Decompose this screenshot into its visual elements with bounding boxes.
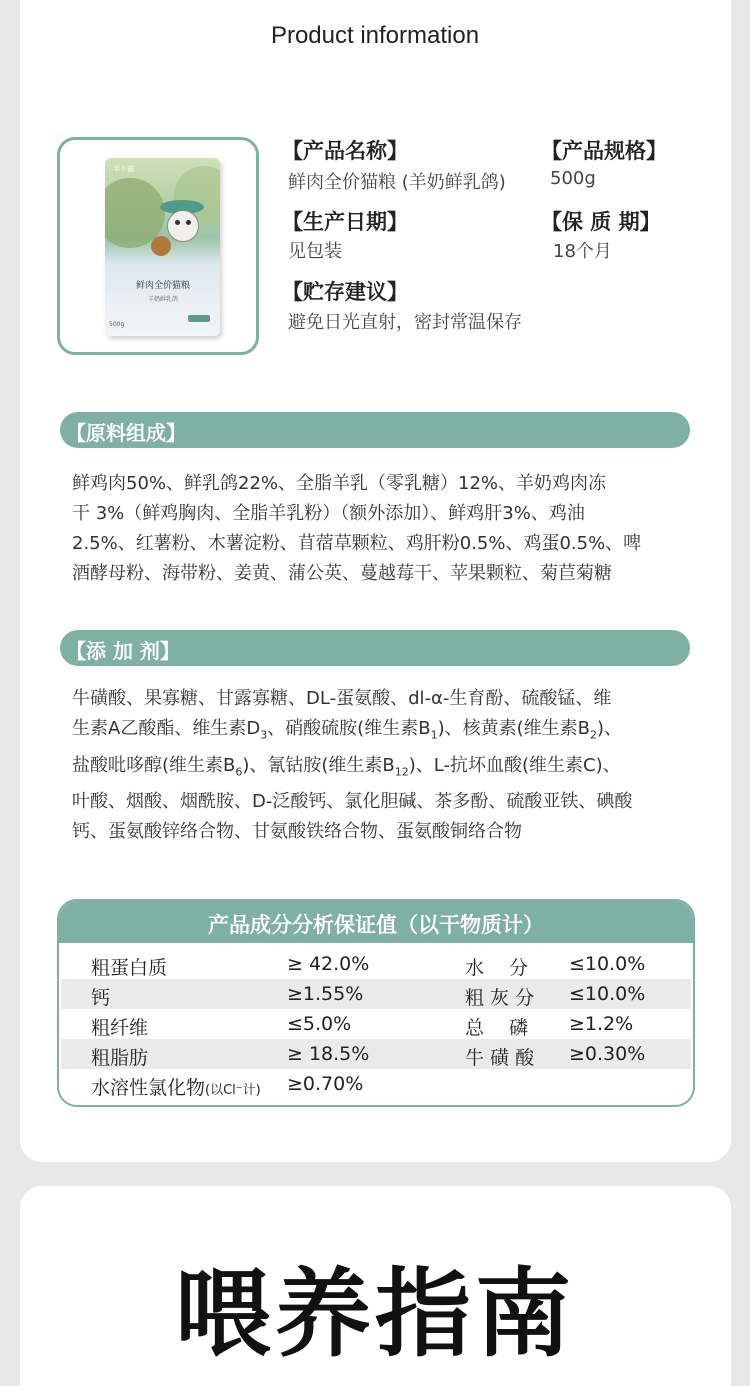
storage-value: 避免日光直射，密封常温保存 [288, 312, 522, 333]
table-row [61, 979, 691, 1009]
nutrient-value: ≥0.30% [569, 1043, 646, 1065]
nutrient-name: 粗 灰 分 [465, 987, 535, 1009]
product-spec-label: 【产品规格】 [541, 139, 667, 163]
ingredients-text [72, 469, 687, 589]
nutrient-name: 牛 磺 酸 [465, 1047, 535, 1069]
nutrient-name: 粗脂肪 [91, 1047, 149, 1069]
bag-weight: 500g [109, 321, 125, 328]
additives-line: 牛磺酸、果寡糖、甘露寡糖、DL-蛋氨酸、dl-α-生育酚、硫酸锰、维 [72, 688, 612, 709]
ingredients-line: 干 3%（鲜鸡胸肉、全脂羊乳粉）（额外添加）、鲜鸡肝3%、鸡油 [72, 503, 585, 524]
bag-brand: 半小猫 [113, 165, 134, 173]
basket-illustration [151, 236, 171, 256]
nutrient-name: 水 分 [465, 957, 529, 979]
additives-header-label: 【添 加 剂】 [66, 639, 180, 663]
additives-line: 叶酸、烟酸、烟酰胺、D-泛酸钙、氯化胆碱、茶多酚、硫酸亚铁、碘酸 [72, 791, 633, 813]
cat-illustration [167, 210, 199, 242]
product-spec-value: 500g [550, 168, 596, 189]
nutrient-name: 总 磷 [465, 1017, 529, 1039]
nutrient-name: 粗蛋白质 [91, 957, 168, 979]
analysis-table-header [59, 901, 693, 943]
bag-subtitle: 羊奶鲜乳鸽 [147, 296, 178, 303]
additives-text [72, 684, 687, 847]
product-image-frame [57, 137, 259, 355]
ingredients-line: 2.5%、红薯粉、木薯淀粉、苜蓿草颗粒、鸡肝粉0.5%、鸡蛋0.5%、啤 [72, 533, 642, 554]
additives-line: 盐酸吡哆醇(维生素$B_6$)、氰钴胺(维生素$B_{12}$)、L-抗坏血酸(维生素C)、 [72, 754, 621, 779]
nutrient-value: ≤10.0% [569, 953, 646, 975]
analysis-table [57, 899, 695, 1107]
nutrient-value: ≥ 42.0% [287, 953, 370, 975]
nutrient-name: 水溶性氯化物(以Cl⁻计) [91, 1077, 261, 1099]
bag-logo [188, 315, 210, 322]
analysis-table-title: 产品成分分析保证值（以干物质计） [208, 913, 544, 937]
nutrient-value: ≥ 18.5% [287, 1043, 370, 1065]
table-row [61, 1039, 691, 1069]
nutrient-value: ≥0.70% [287, 1073, 364, 1095]
product-name-value: 鲜肉全价猫粮 (羊奶鲜乳鸽) [288, 172, 506, 193]
shelf-life-value: 18个月 [553, 241, 612, 262]
page-title: Product information [270, 22, 480, 49]
nutrient-value: ≤5.0% [287, 1013, 352, 1035]
table-row [61, 1009, 691, 1039]
cat-eye [175, 220, 180, 225]
storage-label: 【贮存建议】 [282, 280, 408, 304]
nutrient-name: 钙 [91, 987, 111, 1009]
additives-header [60, 630, 690, 666]
additives-line: 钙、蛋氨酸锌络合物、甘氨酸铁络合物、蛋氨酸铜络合物 [72, 821, 522, 843]
production-date-label: 【生产日期】 [282, 210, 408, 234]
ingredients-header-label: 【原料组成】 [66, 421, 186, 445]
product-bag-image [105, 158, 220, 336]
bag-title: 鲜肉全价猫粮 [135, 281, 190, 291]
ingredients-line: 酒酵母粉、海带粉、姜黄、蒲公英、蔓越莓干、苹果颗粒、菊苣菊糖 [72, 563, 612, 584]
nutrient-value: ≥1.2% [569, 1013, 634, 1035]
ingredients-line: 鲜鸡肉50%、鲜乳鸽22%、全脂羊乳（零乳糖）12%、羊奶鸡肉冻 [72, 473, 607, 494]
additives-line: 生素A乙酸酯、维生素$D_3$、硝酸硫胺(维生素$B_1$)、核黄素(维生素$B_2$)、 [72, 718, 622, 742]
nutrient-value: ≤10.0% [569, 983, 646, 1005]
table-row [61, 949, 691, 979]
table-row [61, 1069, 691, 1099]
shelf-life-label: 【保 质 期】 [541, 210, 661, 234]
nutrient-name: 粗纤维 [91, 1017, 149, 1039]
product-name-label: 【产品名称】 [282, 139, 408, 163]
feeding-guide-title: 喂养指南 [175, 1258, 575, 1370]
production-date-value: 见包装 [288, 241, 342, 262]
cat-eye [186, 220, 191, 225]
ingredients-header [60, 412, 690, 448]
nutrient-value: ≥1.55% [287, 983, 364, 1005]
